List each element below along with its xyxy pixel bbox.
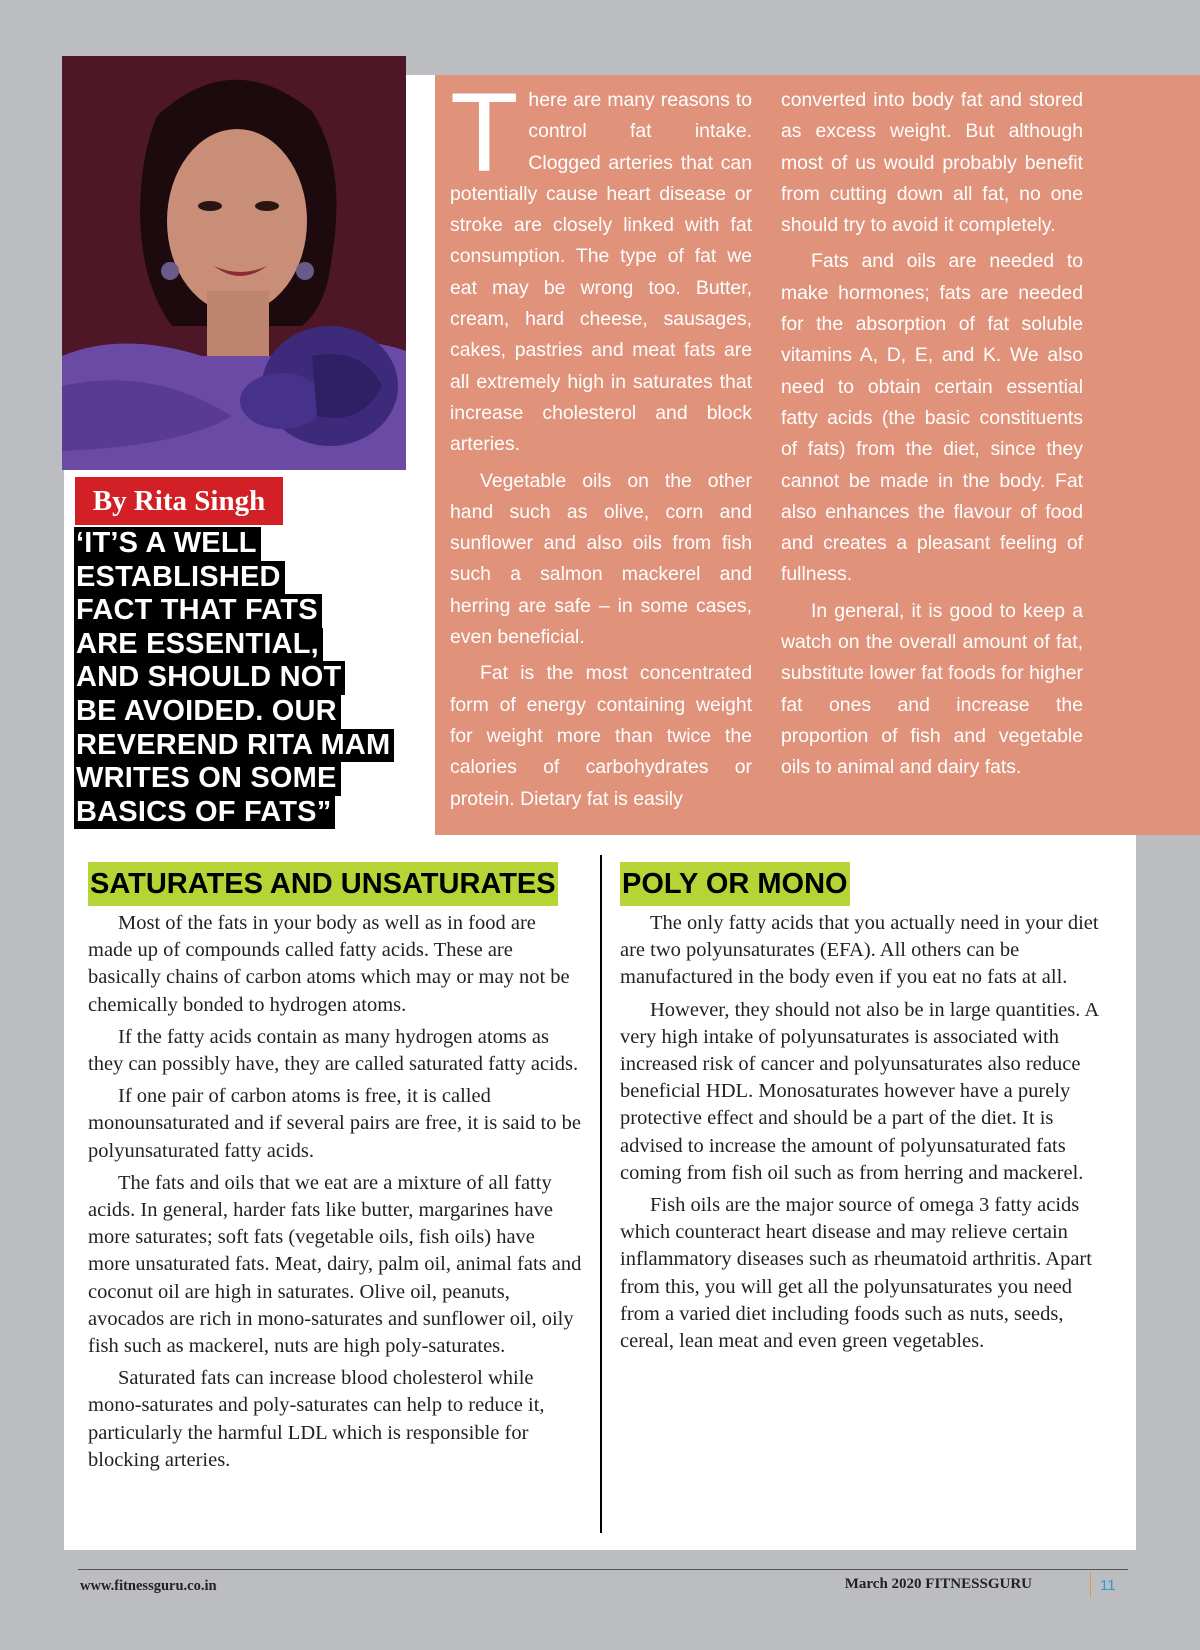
body-paragraph: Most of the fats in your body as well as in food are made up of compounds called fatty acids. These are basically chains of carbon atoms which may or may not be chemically bonded to hydrogen atoms. <box>88 912 570 1016</box>
pull-quote-line: BASICS OF FATS” <box>74 796 335 830</box>
body-paragraph: The fats and oils that we eat are a mixture of all fatty acids. In general, harder fats like butter, margarines have more saturates; soft fats (vegetable oils, fish oils) have more unsaturated fats. Meat, dairy, palm oil, animal fats and coconut oil are high in saturates. Olive oil, peanuts, avocados are rich in mono-saturates and sunflower oil, oily fish such as mackerel, nuts are high poly-saturates. <box>88 1171 582 1358</box>
intro-paragraph-2: Vegetable oils on the other hand such as olive, corn and sunflower and also oils from fish such a salmon mackerel and herring are safe – in some cases, even beneficial. <box>450 469 752 649</box>
section-body <box>620 910 1110 1355</box>
intro-paragraph-4: converted into body fat and stored as excess weight. But although most of us would probably benefit from cutting down all fat, no one should try to avoid it completely. <box>781 89 1083 237</box>
intro-paragraph-3: Fat is the most concentrated form of energy containing weight for weight more than twice the calories of carbohydrates or protein. Dietary fat is easily <box>450 662 752 810</box>
pull-quote-line: ARE ESSENTIAL, <box>74 628 323 662</box>
body-paragraph: However, they should not also be in large quantities. A very high intake of polyunsaturates is associated with increased risk of cancer and polyunsaturates also reduce beneficial HDL. Monosaturates however have a purely protective effect and should be a part of the diet. It is advised to increase the amount of polyunsaturated fats coming from fish oil such as from herring and mackerel. <box>620 998 1099 1184</box>
intro-paragraph-1: There are many reasons to control fat intake. Clogged arteries that can potentially cause heart disease or stroke are closely linked with fat consumption. The type of fat we eat may be wrong too. Butter, cream, hard cheese, sausages, cakes, pastries and meat fats are all extremely high in saturates that increase cholesterol and block arteries. <box>450 70 752 456</box>
pull-quote-line: AND SHOULD NOT <box>74 661 345 695</box>
pull-quote-line: ESTABLISHED <box>74 561 285 595</box>
author-photo <box>62 56 406 470</box>
pull-quote-line: REVEREND RITA MAM <box>74 729 394 763</box>
section-heading: POLY OR MONO <box>620 862 850 906</box>
footer-rule <box>78 1569 1128 1570</box>
body-paragraph: The only fatty acids that you actually need in your diet are two polyunsaturates (EFA). All others can be manufactured in the body even if you eat no fats at all. <box>620 912 1099 989</box>
section-heading: SATURATES AND UNSATURATES <box>88 862 558 906</box>
intro-paragraph-6: In general, it is good to keep a watch on the overall amount of fat, substitute lower fat foods for higher fat ones and increase the proportion of fish and vegetable oils to animal and dairy fats. <box>781 599 1083 779</box>
intro-paragraph-5: Fats and oils are needed to make hormones; fats are needed for the absorption of fat soluble vitamins A, D, E, and K. We also need to obtain certain essential fatty acids (the basic constituents of fats) from the diet, since they cannot be made in the body. Fat also enhances the flavour of food and creates a pleasant feeling of fullness. <box>781 250 1083 586</box>
pull-quote-line: FACT THAT FATS <box>74 594 322 628</box>
footer-separator <box>1090 1572 1091 1598</box>
section-body <box>88 910 582 1474</box>
pull-quote-line: ‘IT’S A WELL <box>74 527 261 561</box>
body-paragraph: Fish oils are the major source of omega 3 fatty acids which counteract heart disease and may relieve certain inflammatory diseases such as rheumatoid arthritis. Apart from this, you will get all the polyunsaturates you need from a varied diet including foods such as nuts, seeds, cereal, lean meat and even green vegetables. <box>620 1194 1092 1353</box>
pull-quote-line: BE AVOIDED. OUR <box>74 695 341 729</box>
section-poly-mono <box>620 862 1110 1360</box>
body-paragraph: If one pair of carbon atoms is free, it is called monounsaturated and if several pairs are free, it is said to be polyunsaturated fatty acids. <box>88 1085 581 1162</box>
footer-issue: March 2020 FITNESSGURU <box>844 1576 1032 1592</box>
intro-column-1 <box>450 70 752 820</box>
footer-website: www.fitnessguru.co.in <box>80 1578 217 1594</box>
section-saturates <box>88 862 582 1479</box>
body-paragraph: Saturated fats can increase blood cholesterol while mono-saturates and poly-saturates can help to reduce it, particularly the harmful LDL which is responsible for blocking arteries. <box>88 1367 545 1471</box>
intro-column-2 <box>781 85 1083 789</box>
pull-quote-line: WRITES ON SOME <box>74 762 341 796</box>
dropcap: T <box>450 70 519 195</box>
pull-quote <box>74 527 414 829</box>
byline: By Rita Singh <box>75 477 283 525</box>
column-divider <box>600 855 602 1533</box>
body-paragraph: If the fatty acids contain as many hydrogen atoms as they can possibly have, they are called saturated fatty acids. <box>88 1025 579 1076</box>
page-number: 11 <box>1100 1577 1116 1594</box>
